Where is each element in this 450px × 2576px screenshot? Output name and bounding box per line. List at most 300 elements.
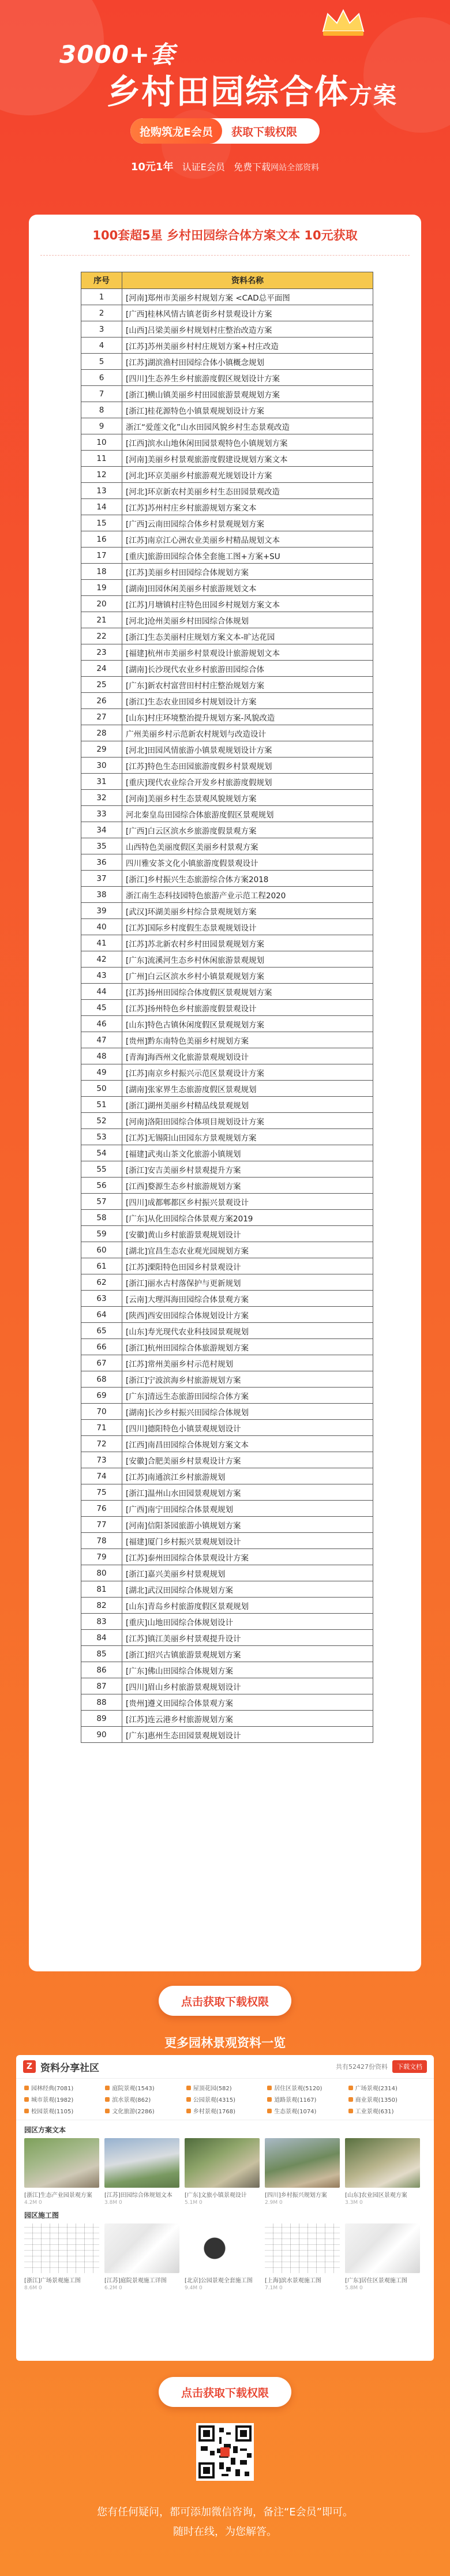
- category-link[interactable]: [186, 2083, 264, 2092]
- row-resource-name[interactable]: [江苏]南通滨江乡村旅游规划: [122, 1468, 373, 1484]
- table-row[interactable]: [81, 1097, 373, 1113]
- table-row[interactable]: [81, 564, 373, 580]
- resource-thumbnail[interactable]: [24, 2223, 99, 2291]
- resource-thumbnail[interactable]: [345, 2223, 420, 2291]
- row-number: 7: [81, 386, 122, 402]
- table-row[interactable]: [81, 1274, 373, 1291]
- table-row[interactable]: [81, 1452, 373, 1468]
- row-resource-name[interactable]: [河南]洛阳田园综合体项目规划设计方案: [122, 1113, 373, 1129]
- row-resource-name[interactable]: [贵州]遵义田园综合体景观方案: [122, 1694, 373, 1711]
- row-resource-name[interactable]: [河北]田园风情旅游小镇景观规划设计方案: [122, 741, 373, 758]
- table-row[interactable]: [81, 386, 373, 402]
- row-number: 58: [81, 1210, 122, 1226]
- row-resource-name[interactable]: [河南]信阳茶园旅游小镇规划方案: [122, 1517, 373, 1533]
- category-label[interactable]: 商业景观(1350): [355, 2097, 397, 2103]
- row-resource-name[interactable]: [广西]云南田园综合体乡村景观规划方案: [122, 515, 373, 531]
- table-row[interactable]: [81, 1339, 373, 1355]
- table-row[interactable]: [81, 580, 373, 596]
- table-row[interactable]: [81, 758, 373, 774]
- row-resource-name[interactable]: [浙江]乡村振兴生态旅游综合体方案2018: [122, 871, 373, 887]
- row-resource-name[interactable]: [四川]成都郫都区乡村振兴景观设计: [122, 1194, 373, 1210]
- row-resource-name[interactable]: [江苏]南京江心洲农业美丽乡村精品规划文本: [122, 531, 373, 548]
- category-label[interactable]: 乡村景观(1768): [193, 2109, 236, 2115]
- table-row[interactable]: [81, 1630, 373, 1646]
- row-resource-name[interactable]: [重庆]旅游田园综合体全套施工图+方案+SU: [122, 548, 373, 564]
- thumbnail-caption[interactable]: [上海]滨水景观施工图: [265, 2278, 321, 2284]
- row-resource-name[interactable]: [云南]大理洱海田园综合体景观方案: [122, 1291, 373, 1307]
- table-row[interactable]: [81, 1081, 373, 1097]
- table-row[interactable]: [81, 499, 373, 515]
- row-number: 20: [81, 596, 122, 612]
- row-resource-name[interactable]: [福建]杭州市美丽乡村景观设计旅游规划文本: [122, 644, 373, 661]
- row-resource-name[interactable]: [山东]村庄环境整治提升规划方案-风貌改造: [122, 709, 373, 725]
- row-number: 3: [81, 321, 122, 338]
- category-link[interactable]: [186, 2106, 264, 2115]
- row-resource-name[interactable]: [浙江]温州山水田园景观规划方案: [122, 1484, 373, 1501]
- table-row[interactable]: [81, 1581, 373, 1598]
- table-row[interactable]: [81, 354, 373, 370]
- table-row[interactable]: [81, 1194, 373, 1210]
- crown-badge-icon: [317, 6, 369, 38]
- row-resource-name[interactable]: [江苏]苏州村庄乡村旅游规划方案文本: [122, 499, 373, 515]
- category-label[interactable]: 广场景观(2314): [355, 2086, 397, 2092]
- row-number: 24: [81, 661, 122, 677]
- table-row[interactable]: [81, 1032, 373, 1048]
- row-resource-name[interactable]: 浙江南生态科技园特色旅游产业示范工程2020: [122, 887, 373, 903]
- row-resource-name[interactable]: [湖南]长沙现代农业乡村旅游田园综合体: [122, 661, 373, 677]
- category-label[interactable]: 庭院景观(1543): [112, 2086, 155, 2092]
- table-row[interactable]: [81, 483, 373, 499]
- row-resource-name[interactable]: [湖南]长沙乡村振兴田园综合体规划: [122, 1404, 373, 1420]
- row-resource-name[interactable]: [湖北]武汉田园综合体规划方案: [122, 1581, 373, 1598]
- row-resource-name[interactable]: [江苏]苏北新农村乡村田园景观规划方案: [122, 935, 373, 951]
- row-resource-name[interactable]: [江苏]连云港乡村旅游规划方案: [122, 1711, 373, 1727]
- category-dot-icon: [267, 2109, 272, 2113]
- table-row[interactable]: [81, 1355, 373, 1371]
- table-row[interactable]: [81, 661, 373, 677]
- row-resource-name[interactable]: [广东]清远生态旅游田园综合体方案: [122, 1388, 373, 1404]
- get-download-button[interactable]: 点击获取下载权限: [159, 1986, 291, 2016]
- table-row[interactable]: [81, 693, 373, 709]
- table-row[interactable]: [81, 1258, 373, 1274]
- thumbnail-caption[interactable]: [江苏]田园综合体规划文本: [104, 2192, 172, 2199]
- row-resource-name[interactable]: [浙江]丽水古村落保护与更新规划: [122, 1274, 373, 1291]
- get-download-button-2[interactable]: 点击获取下载权限: [159, 2377, 291, 2407]
- row-number: 23: [81, 644, 122, 661]
- table-row[interactable]: [81, 854, 373, 871]
- table-row[interactable]: [81, 725, 373, 741]
- row-resource-name[interactable]: [安徽]黄山乡村旅游景观规划设计: [122, 1226, 373, 1242]
- row-resource-name[interactable]: [江苏]苏州美丽乡村村庄规划方案+村庄改造: [122, 338, 373, 354]
- row-number: 72: [81, 1436, 122, 1452]
- table-row[interactable]: [81, 1178, 373, 1194]
- category-link[interactable]: [24, 2095, 102, 2103]
- row-resource-name[interactable]: [山东]青岛乡村旅游度假区景观规划: [122, 1598, 373, 1614]
- table-row[interactable]: [81, 1048, 373, 1064]
- table-row[interactable]: [81, 451, 373, 467]
- table-row[interactable]: [81, 305, 373, 321]
- table-row[interactable]: [81, 1420, 373, 1436]
- table-row[interactable]: [81, 774, 373, 790]
- table-row[interactable]: [81, 1694, 373, 1711]
- category-link[interactable]: [267, 2095, 344, 2103]
- table-body: [81, 289, 373, 1743]
- thumbnail-image[interactable]: [104, 2223, 179, 2273]
- row-resource-name[interactable]: [江苏]湖滨渔村田园综合体小镇概念规划: [122, 354, 373, 370]
- table-row[interactable]: [81, 1371, 373, 1388]
- row-resource-name[interactable]: [江苏]无锡阳山田园东方景观规划方案: [122, 1129, 373, 1145]
- table-row[interactable]: [81, 1323, 373, 1339]
- table-row[interactable]: [81, 903, 373, 919]
- thumbnail-caption[interactable]: [江苏]庭院景观施工详图: [104, 2278, 167, 2284]
- thumbnail-caption[interactable]: [山东]农业园区景观方案: [345, 2192, 407, 2199]
- resource-count: 共有52427份资料: [336, 2063, 388, 2071]
- category-link[interactable]: [348, 2083, 426, 2092]
- row-resource-name[interactable]: [江苏]泰州田园综合体景观设计方案: [122, 1549, 373, 1565]
- category-label[interactable]: 屋顶花园(582): [193, 2086, 232, 2092]
- table-header-row: [81, 272, 373, 289]
- table-row[interactable]: [81, 919, 373, 935]
- category-label[interactable]: 城市景观(1982): [31, 2097, 74, 2103]
- row-resource-name[interactable]: [广西]桂林风情古镇老街乡村景观设计方案: [122, 305, 373, 321]
- preview-header: [16, 2055, 434, 2079]
- row-resource-name[interactable]: 广州美丽乡村示范新农村规划与改造设计: [122, 725, 373, 741]
- row-resource-name[interactable]: [浙江]湖州美丽乡村精品线景观规划: [122, 1097, 373, 1113]
- hero-free-note: 免费下载: [234, 162, 271, 173]
- category-label[interactable]: 校园景观(1105): [31, 2109, 74, 2115]
- table-row[interactable]: [81, 418, 373, 434]
- row-resource-name[interactable]: [浙江]桂花源特色小镇景观规划设计方案: [122, 402, 373, 418]
- row-resource-name[interactable]: [武汉]环湖美丽乡村综合景观规划方案: [122, 903, 373, 919]
- resource-thumbnail[interactable]: [185, 2138, 260, 2206]
- row-resource-name[interactable]: [广西]白云区滨水乡旅游度假景观方案: [122, 822, 373, 838]
- category-link[interactable]: [24, 2106, 102, 2115]
- row-number: 88: [81, 1694, 122, 1711]
- row-number: 27: [81, 709, 122, 725]
- table-row[interactable]: [81, 935, 373, 951]
- row-number: 63: [81, 1291, 122, 1307]
- row-number: 70: [81, 1404, 122, 1420]
- table-row[interactable]: [81, 370, 373, 386]
- table-row[interactable]: [81, 1129, 373, 1145]
- category-link[interactable]: [348, 2106, 426, 2115]
- row-resource-name[interactable]: [山西]吕梁美丽乡村规划村庄整治改造方案: [122, 321, 373, 338]
- row-number: 15: [81, 515, 122, 531]
- thumbnail-caption[interactable]: [北京]公园景观全套施工图: [185, 2278, 253, 2284]
- row-resource-name[interactable]: [江苏]溧阳特色田园乡村景观设计: [122, 1258, 373, 1274]
- row-number: 12: [81, 467, 122, 483]
- table-row[interactable]: [81, 1404, 373, 1420]
- table-row[interactable]: [81, 871, 373, 887]
- row-resource-name[interactable]: [江苏]特色生态田园旅游度假乡村景观规划: [122, 758, 373, 774]
- category-label[interactable]: 园林经典(7081): [31, 2086, 74, 2092]
- resource-list-card: [29, 215, 421, 1971]
- row-resource-name[interactable]: [安徽]合肥美丽乡村景观设计方案: [122, 1452, 373, 1468]
- category-dot-icon: [24, 2109, 29, 2113]
- table-row[interactable]: [81, 1646, 373, 1662]
- category-link[interactable]: [105, 2095, 182, 2103]
- table-row[interactable]: [81, 1226, 373, 1242]
- category-link[interactable]: [105, 2083, 182, 2092]
- row-resource-name[interactable]: [广东]从化田园综合体景观方案2019: [122, 1210, 373, 1226]
- thumbnail-meta: 5.1M 0: [185, 2200, 202, 2206]
- row-resource-name[interactable]: [青海]海西州文化旅游景观规划设计: [122, 1048, 373, 1064]
- table-row[interactable]: [81, 531, 373, 548]
- resource-thumbnail[interactable]: [104, 2223, 179, 2291]
- row-resource-name[interactable]: [广西]南宁田园综合体景观规划: [122, 1501, 373, 1517]
- row-resource-name[interactable]: [四川]德阳特色小镇景观规划设计: [122, 1420, 373, 1436]
- row-resource-name[interactable]: [浙江]生态农业田园乡村规划设计方案: [122, 693, 373, 709]
- row-resource-name[interactable]: [河北]环京美丽乡村旅游观光规划设计方案: [122, 467, 373, 483]
- table-row[interactable]: [81, 338, 373, 354]
- category-label[interactable]: 文化旅游(2286): [112, 2109, 155, 2115]
- row-resource-name[interactable]: [浙江]生态美丽村庄规划方案文本-旷达花园: [122, 628, 373, 644]
- category-dot-icon: [267, 2086, 272, 2090]
- row-resource-name[interactable]: [广东]新农村富营田村村庄整治规划方案: [122, 677, 373, 693]
- table-row[interactable]: [81, 1307, 373, 1323]
- row-resource-name[interactable]: [广东]佛山田园综合体规划方案: [122, 1662, 373, 1678]
- row-resource-name[interactable]: [浙江]宁波滨海乡村旅游规划方案: [122, 1371, 373, 1388]
- row-resource-name[interactable]: [湖南]田园休闲美丽乡村旅游规划文本: [122, 580, 373, 596]
- resource-thumbnail[interactable]: [185, 2223, 260, 2291]
- row-resource-name[interactable]: [江苏]国际乡村度假生态景观规划设计: [122, 919, 373, 935]
- table-row[interactable]: [81, 612, 373, 628]
- row-resource-name[interactable]: [河北]环京新农村美丽乡村生态田园景观改造: [122, 483, 373, 499]
- table-row[interactable]: [81, 951, 373, 968]
- category-label[interactable]: 公园景观(4315): [193, 2097, 236, 2103]
- table-row[interactable]: [81, 1388, 373, 1404]
- thumbnail-caption[interactable]: [四川]乡村振兴规划方案: [265, 2192, 327, 2199]
- category-dot-icon: [24, 2086, 29, 2090]
- row-resource-name[interactable]: 河北秦皇岛田园综合体旅游度假区景观规划: [122, 806, 373, 822]
- resource-thumbnail[interactable]: [104, 2138, 179, 2206]
- row-number: 90: [81, 1727, 122, 1743]
- row-resource-name[interactable]: [四川]生态养生乡村旅游度假区规划设计方案: [122, 370, 373, 386]
- row-number: 21: [81, 612, 122, 628]
- row-resource-name[interactable]: [广东]流溪河生态乡村休闲旅游景观规划: [122, 951, 373, 968]
- table-row[interactable]: [81, 677, 373, 693]
- row-number: 13: [81, 483, 122, 499]
- table-row[interactable]: [81, 1598, 373, 1614]
- thumbnail-caption[interactable]: [浙江]广场景观施工图: [24, 2278, 81, 2284]
- row-resource-name[interactable]: [浙江]绍兴古镇旅游景观规划方案: [122, 1646, 373, 1662]
- table-row[interactable]: [81, 838, 373, 854]
- site-name: 资料分享社区: [40, 2062, 99, 2074]
- row-number: 45: [81, 1000, 122, 1016]
- table-row[interactable]: [81, 1678, 373, 1694]
- thumbnail-image[interactable]: [24, 2138, 99, 2188]
- row-number: 28: [81, 725, 122, 741]
- row-resource-name[interactable]: [山东]特色古镇休闲度假区景观规划方案: [122, 1016, 373, 1032]
- table-row[interactable]: [81, 628, 373, 644]
- table-row[interactable]: [81, 289, 373, 305]
- table-row[interactable]: [81, 1113, 373, 1129]
- table-row[interactable]: [81, 741, 373, 758]
- row-resource-name[interactable]: [河南]美丽乡村景观旅游度假建设规划方案文本: [122, 451, 373, 467]
- table-row[interactable]: [81, 984, 373, 1000]
- row-resource-name[interactable]: [广州]白云区滨水乡村小镇景观规划方案: [122, 968, 373, 984]
- thumbnail-caption[interactable]: [广东]文旅小镇景观设计: [185, 2192, 247, 2199]
- row-resource-name[interactable]: [江西]南昌田园综合体规划方案文本: [122, 1436, 373, 1452]
- category-link[interactable]: [267, 2083, 344, 2092]
- hero-main-title: [107, 65, 397, 113]
- table-row[interactable]: [81, 968, 373, 984]
- table-row[interactable]: [81, 515, 373, 531]
- thumb-row-2: [16, 2223, 434, 2291]
- category-dot-icon: [186, 2097, 191, 2102]
- site-logo-icon: Z: [23, 2060, 36, 2073]
- thumbnail-image[interactable]: [185, 2223, 260, 2273]
- row-resource-name[interactable]: [贵州]黔东南特色美丽乡村规划方案: [122, 1032, 373, 1048]
- row-resource-name[interactable]: [河南]郑州市美丽乡村规划方案 <CAD总平面图: [122, 289, 373, 305]
- table-row[interactable]: [81, 434, 373, 451]
- thumbnail-image[interactable]: [185, 2138, 260, 2188]
- row-number: 25: [81, 677, 122, 693]
- row-resource-name[interactable]: [广东]惠州生态田园景观规划设计: [122, 1727, 373, 1743]
- row-resource-name[interactable]: 四川雅安茶文化小镇旅游度假景观设计: [122, 854, 373, 871]
- table-row[interactable]: [81, 1614, 373, 1630]
- thumbnail-caption[interactable]: [浙江]生态产业园景观方案: [24, 2192, 92, 2199]
- row-resource-name[interactable]: [重庆]山地田园综合体规划设计: [122, 1614, 373, 1630]
- row-resource-name[interactable]: [江苏]镇江美丽乡村景观提升设计: [122, 1630, 373, 1646]
- thumbnail-caption[interactable]: [广东]居住区景观施工图: [345, 2278, 407, 2284]
- row-resource-name[interactable]: [河北]沧州美丽乡村田园综合体规划: [122, 612, 373, 628]
- row-resource-name[interactable]: [江西]婺源生态乡村旅游规划方案: [122, 1178, 373, 1194]
- row-number: 4: [81, 338, 122, 354]
- table-row[interactable]: [81, 1000, 373, 1016]
- row-resource-name[interactable]: [湖南]张家界生态旅游度假区景观规划: [122, 1081, 373, 1097]
- row-number: 60: [81, 1242, 122, 1258]
- table-row[interactable]: [81, 1016, 373, 1032]
- row-resource-name[interactable]: 山西特色美丽度假区美丽乡村景观方案: [122, 838, 373, 854]
- row-resource-name[interactable]: [江西]滨水山地休闲田园景观特色小镇规划方案: [122, 434, 373, 451]
- thumbnail-image[interactable]: [24, 2223, 99, 2273]
- table-row[interactable]: [81, 1711, 373, 1727]
- row-resource-name[interactable]: [江苏]南京乡村振兴示范区景观设计方案: [122, 1064, 373, 1081]
- row-resource-name[interactable]: 浙江“爱莲文化”山水田园风貌乡村生态景观改造: [122, 418, 373, 434]
- vip-download-label[interactable]: 获取下载权限: [231, 125, 297, 138]
- table-row[interactable]: [81, 1484, 373, 1501]
- thumbnail-image[interactable]: [265, 2223, 340, 2273]
- table-row[interactable]: [81, 1064, 373, 1081]
- row-resource-name[interactable]: [河南]美丽乡村生态景观风貌规划方案: [122, 790, 373, 806]
- footer-line-2: 随时在线，为您解答。: [173, 2526, 277, 2538]
- row-number: 83: [81, 1614, 122, 1630]
- category-link[interactable]: [267, 2106, 344, 2115]
- table-row[interactable]: [81, 1291, 373, 1307]
- table-row[interactable]: [81, 644, 373, 661]
- category-label[interactable]: 道路景观(1167): [274, 2097, 317, 2103]
- table-row[interactable]: [81, 1533, 373, 1549]
- vip-purchase-label[interactable]: 抢购筑龙E会员: [130, 118, 222, 144]
- table-row[interactable]: [81, 709, 373, 725]
- row-resource-name[interactable]: [陕西]西安田园综合体规划设计方案: [122, 1307, 373, 1323]
- table-row[interactable]: [81, 822, 373, 838]
- table-row[interactable]: [81, 402, 373, 418]
- row-resource-name[interactable]: [湖北]宜昌生态农业观光园规划方案: [122, 1242, 373, 1258]
- preview-download-button[interactable]: 下载文档: [392, 2060, 427, 2073]
- row-number: 42: [81, 951, 122, 968]
- category-label[interactable]: 生态景观(1074): [274, 2109, 317, 2115]
- row-resource-name[interactable]: [江苏]扬州田园综合体度假区景观规划方案: [122, 984, 373, 1000]
- thumbnail-image[interactable]: [345, 2138, 420, 2188]
- row-number: 56: [81, 1178, 122, 1194]
- row-resource-name[interactable]: [山东]寿光现代农业科技园景观规划: [122, 1323, 373, 1339]
- table-row[interactable]: [81, 1727, 373, 1743]
- table-row[interactable]: [81, 1549, 373, 1565]
- row-number: 36: [81, 854, 122, 871]
- thumbnail-meta: 3.3M 0: [345, 2200, 363, 2206]
- row-number: 10: [81, 434, 122, 451]
- row-resource-name[interactable]: [江苏]月塘镇村庄特色田园乡村规划方案文本: [122, 596, 373, 612]
- table-row[interactable]: [81, 1161, 373, 1178]
- resource-thumbnail[interactable]: [265, 2223, 340, 2291]
- row-resource-name[interactable]: [浙江]横山镇美丽乡村田园旅游景观规划方案: [122, 386, 373, 402]
- table-row[interactable]: [81, 1242, 373, 1258]
- row-resource-name[interactable]: [浙江]嘉兴美丽乡村景观规划: [122, 1565, 373, 1581]
- row-resource-name[interactable]: [江苏]美丽乡村田园综合体规划方案: [122, 564, 373, 580]
- vip-purchase-bar[interactable]: [130, 118, 320, 144]
- category-label[interactable]: 滨水景观(862): [112, 2097, 151, 2103]
- row-resource-name[interactable]: [浙江]安吉美丽乡村景观提升方案: [122, 1161, 373, 1178]
- category-label[interactable]: 工业景观(631): [355, 2109, 394, 2115]
- table-row[interactable]: [81, 887, 373, 903]
- table-row[interactable]: [81, 596, 373, 612]
- category-link[interactable]: [24, 2083, 102, 2092]
- row-number: 40: [81, 919, 122, 935]
- row-resource-name[interactable]: [浙江]杭州田园综合体旅游规划方案: [122, 1339, 373, 1355]
- resource-thumbnail[interactable]: [345, 2138, 420, 2206]
- category-link[interactable]: [186, 2095, 264, 2103]
- table-row[interactable]: [81, 548, 373, 564]
- table-row[interactable]: [81, 1210, 373, 1226]
- thumbnail-image[interactable]: [265, 2138, 340, 2188]
- table-row[interactable]: [81, 467, 373, 483]
- table-row[interactable]: [81, 1145, 373, 1161]
- thumbnail-image[interactable]: [104, 2138, 179, 2188]
- table-row[interactable]: [81, 321, 373, 338]
- table-row[interactable]: [81, 1501, 373, 1517]
- row-resource-name[interactable]: [江苏]扬州特色乡村旅游度假景观设计: [122, 1000, 373, 1016]
- category-link[interactable]: [105, 2106, 182, 2115]
- row-number: 89: [81, 1711, 122, 1727]
- category-dot-icon: [105, 2109, 110, 2113]
- row-number: 66: [81, 1339, 122, 1355]
- table-row[interactable]: [81, 1662, 373, 1678]
- thumbnail-meta: 3.8M 0: [104, 2200, 122, 2206]
- table-row[interactable]: [81, 1517, 373, 1533]
- row-resource-name[interactable]: [四川]眉山乡村旅游景观规划设计: [122, 1678, 373, 1694]
- table-row[interactable]: [81, 790, 373, 806]
- row-resource-name[interactable]: [江苏]常州美丽乡村示范村规划: [122, 1355, 373, 1371]
- category-dot-icon: [186, 2109, 191, 2113]
- row-resource-name[interactable]: [福建]厦门乡村振兴景观规划设计: [122, 1533, 373, 1549]
- row-number: 65: [81, 1323, 122, 1339]
- resource-thumbnail[interactable]: [265, 2138, 340, 2206]
- row-number: 69: [81, 1388, 122, 1404]
- table-row[interactable]: [81, 1565, 373, 1581]
- row-resource-name[interactable]: [重庆]现代农业综合开发乡村旅游度假规划: [122, 774, 373, 790]
- row-resource-name[interactable]: [福建]武夷山茶文化旅游小镇规划: [122, 1145, 373, 1161]
- row-number: 82: [81, 1598, 122, 1614]
- thumbnail-image[interactable]: [345, 2223, 420, 2273]
- category-label[interactable]: 居住区景观(5120): [274, 2086, 322, 2092]
- category-link[interactable]: [348, 2095, 426, 2103]
- table-row[interactable]: [81, 806, 373, 822]
- table-row[interactable]: [81, 1468, 373, 1484]
- table-row[interactable]: [81, 1436, 373, 1452]
- resource-thumbnail[interactable]: [24, 2138, 99, 2206]
